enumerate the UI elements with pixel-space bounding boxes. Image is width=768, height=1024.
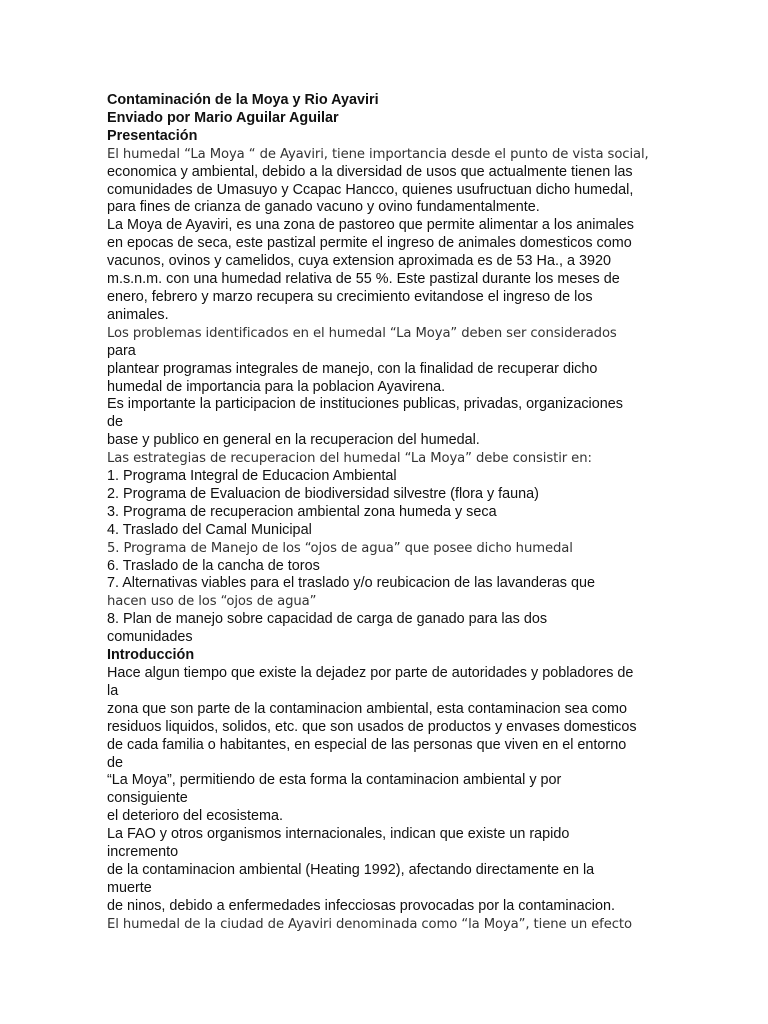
paragraph-line: Los problemas identificados en el humedal “La Moya” deben ser considerados — [107, 325, 617, 341]
list-item: comunidades — [107, 629, 193, 646]
paragraph-line: El humedal “La Moya “ de Ayaviri, tiene importancia desde el punto de vista social, — [107, 146, 649, 162]
document-title: Contaminación de la Moya y Rio Ayaviri — [107, 92, 379, 108]
paragraph-line: consiguiente — [107, 790, 188, 807]
paragraph-line: de cada familia o habitantes, en especial de las personas que viven en el entorno — [107, 736, 627, 753]
paragraph-line: Es importante la participacion de instituciones publicas, privadas, organizaciones — [107, 396, 623, 413]
paragraph-line: m.s.n.m. con una humedad relativa de 55 %. Este pastizal durante los meses de — [107, 271, 620, 288]
paragraph-line: enero, febrero y marzo recupera su crecimiento evitandose el ingreso de los — [107, 288, 593, 305]
list-item: 6. Traslado de la cancha de toros — [107, 557, 320, 574]
paragraph-line: de la contaminacion ambiental (Heating 1992), afectando directamente en la — [107, 861, 595, 878]
paragraph-line: de — [107, 754, 124, 771]
paragraph-line: muerte — [107, 879, 152, 896]
paragraph-line: la — [107, 682, 119, 699]
paragraph-line: de — [107, 414, 124, 431]
list-item: hacen uso de los “ojos de agua” — [107, 594, 317, 610]
paragraph-line: “La Moya”, permitiendo de esta forma la contaminacion ambiental y por — [107, 772, 562, 789]
author-line: Enviado por Mario Aguilar Aguilar — [107, 109, 339, 126]
paragraph-line: Hace algun tiempo que existe la dejadez por parte de autoridades y pobladores de — [107, 665, 634, 681]
paragraph-line: residuos liquidos, solidos, etc. que son usados de productos y envases domesticos — [107, 718, 637, 735]
document-page — [107, 92, 667, 934]
paragraph-line: base y publico en general en la recuperacion del humedal. — [107, 432, 480, 449]
list-item: 7. Alternativas viables para el traslado y/o reubicacion de las lavanderas que — [107, 575, 595, 592]
paragraph-line: Las estrategias de recuperacion del humedal “La Moya” debe consistir en: — [107, 451, 592, 467]
paragraph-line: La Moya de Ayaviri, es una zona de pastoreo que permite alimentar a los animales — [107, 217, 634, 234]
paragraph-line: en epocas de seca, este pastizal permite el ingreso de animales domesticos como — [107, 235, 632, 252]
paragraph-line: de ninos, debido a enfermedades infecciosas provocadas por la contaminacion. — [107, 897, 615, 914]
list-item: 4. Traslado del Camal Municipal — [107, 521, 312, 538]
paragraph-line: zona que son parte de la contaminacion ambiental, esta contaminacion sea como — [107, 700, 627, 717]
paragraph-line: el deterioro del ecosistema. — [107, 808, 283, 825]
list-item: 8. Plan de manejo sobre capacidad de carga de ganado para las dos — [107, 611, 548, 628]
paragraph-line: plantear programas integrales de manejo, con la finalidad de recuperar dicho — [107, 360, 598, 377]
list-item: 1. Programa Integral de Educacion Ambiental — [107, 468, 397, 485]
paragraph-line: vacunos, ovinos y camelidos, cuya extension aproximada es de 53 Ha., a 3920 — [107, 253, 611, 270]
paragraph-line: animales. — [107, 306, 169, 323]
paragraph-line: El humedal de la ciudad de Ayaviri denominada como “la Moya”, tiene un efecto — [107, 916, 632, 932]
paragraph-line: comunidades de Umasuyo y Ccapac Hancco, quienes usufructuan dicho humedal, — [107, 181, 634, 198]
paragraph-line: incremento — [107, 844, 179, 861]
section-heading-presentacion: Presentación — [107, 127, 198, 144]
list-item: 2. Programa de Evaluacion de biodiversidad silvestre (flora y fauna) — [107, 485, 539, 502]
paragraph-line: humedal de importancia para la poblacion Ayavirena. — [107, 378, 446, 395]
list-item: 5. Programa de Manejo de los “ojos de agua” que posee dicho humedal — [107, 540, 573, 556]
list-item: 3. Programa de recuperacion ambiental zona humeda y seca — [107, 503, 497, 520]
section-heading-introduccion: Introducción — [107, 647, 195, 664]
paragraph-line: para — [107, 342, 136, 359]
paragraph-line: La FAO y otros organismos internacionales, indican que existe un rapido — [107, 826, 570, 843]
paragraph-line: para fines de crianza de ganado vacuno y ovino fundamentalmente. — [107, 199, 540, 216]
paragraph-line: economica y ambiental, debido a la diversidad de usos que actualmente tienen las — [107, 163, 633, 180]
